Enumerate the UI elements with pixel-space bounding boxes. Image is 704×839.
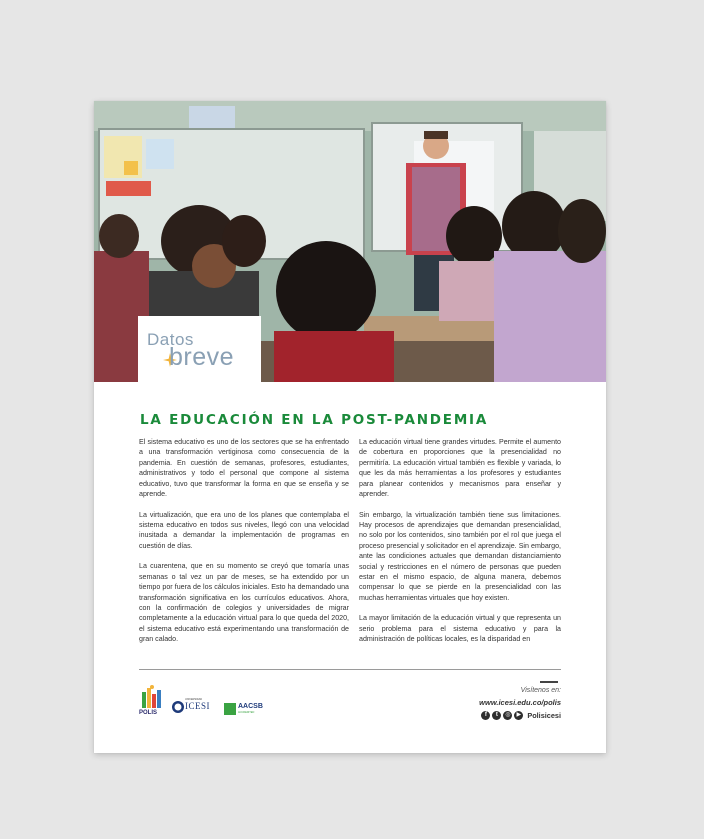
paragraph: La educación virtual tiene grandes virtudes. Permite el aumento de cobertura en proporciones que la presencialidad no permitiría. La educación virtual también es flexible y variada, lo que les da más herramientas a los profesores y estudiantes para planear contenidos y mecanismos para enseñar y aprender. [359, 438, 561, 499]
instagram-icon[interactable]: ◎ [505, 711, 511, 718]
icesi-logo-caption: UNIVERSIDAD [185, 698, 203, 701]
article-title: LA EDUCACIÓN EN LA POST-PANDEMIA [140, 412, 489, 428]
article-column-right [359, 437, 561, 655]
article-column-left [139, 437, 349, 655]
paragraph: Sin embargo, la virtualización también tiene sus limitaciones. Hay procesos de aprendizajes que demandan presencialidad, no solo por los contenidos, sino también por el rol que juega el proceso presencial y solicitador en el aprendizaje. Sin embargo, ante las condiciones actuales que demandan distanciamiento social y restricciones en el número de personas que pueden estar en el mismo espacio, de alguna manera, debemos compensar lo que se pierde en la presencialidad con las muchas herramientas virtuales que hoy existen. [359, 510, 561, 602]
website-link[interactable]: www.icesi.edu.co/polis [479, 698, 561, 707]
social-links [481, 709, 561, 721]
paragraph: El sistema educativo es uno de los sectores que se ha enfrentado a una transformación vertiginosa como consecuencia de la pandemia. En cuestión de semanas, profesores, estudiantes, administrativos y todo el personal que compone al sistema educativo, tuvo que transformar la forma en que se enseña y se aprende. [139, 438, 349, 499]
polis-logo-text: POLIS [139, 710, 158, 716]
aacsb-logo-text: AACSB [238, 703, 263, 710]
footer-divider [139, 669, 561, 670]
paragraph: La virtualización, que era uno de los planes que contemplaba el sistema educativo en todos sus niveles, llegó con una velocidad inusitada a demandar la implementación de programas en cuestión de días. [139, 510, 349, 550]
brand-word-breve: breve [169, 343, 235, 371]
social-handle[interactable]: Polisicesi [527, 710, 561, 720]
aacsb-logo [224, 703, 266, 717]
brand-word-datos: Datos [147, 330, 194, 349]
footer-accent-dash [540, 681, 558, 683]
brochure-page [94, 101, 606, 753]
datos-breve-logo [138, 316, 261, 382]
youtube-icon[interactable]: ▶ [514, 711, 523, 720]
paragraph: La mayor limitación de la educación virtual y que representa un serio problema para el sistema educativo y para la administración de políticas locales, es la disparidad en [359, 614, 561, 644]
icesi-logo-text: ICESI [185, 701, 210, 711]
twitter-icon[interactable]: t [492, 711, 501, 720]
aacsb-logo-caption: ACCREDITED [238, 711, 255, 714]
partner-logos [139, 684, 279, 724]
paragraph: La cuarentena, que en su momento se creyó que tomaría unas semanas o tal vez un par de meses, se ha extendido por un tiempo por fuera de los cálculos iniciales. Esto ha demandado una transformación significativa en los currículos educativos. Ahora, con la confirmación de colegios y universidades de migrar completamente a la educación virtual para lo que queda del 2020, el sistema educativo está experimentando una transformación de gran calado. [139, 562, 349, 644]
visit-label: Visítenos en: [520, 687, 561, 694]
facebook-icon[interactable]: f [481, 711, 490, 720]
aacsb-mark-icon [224, 703, 236, 715]
